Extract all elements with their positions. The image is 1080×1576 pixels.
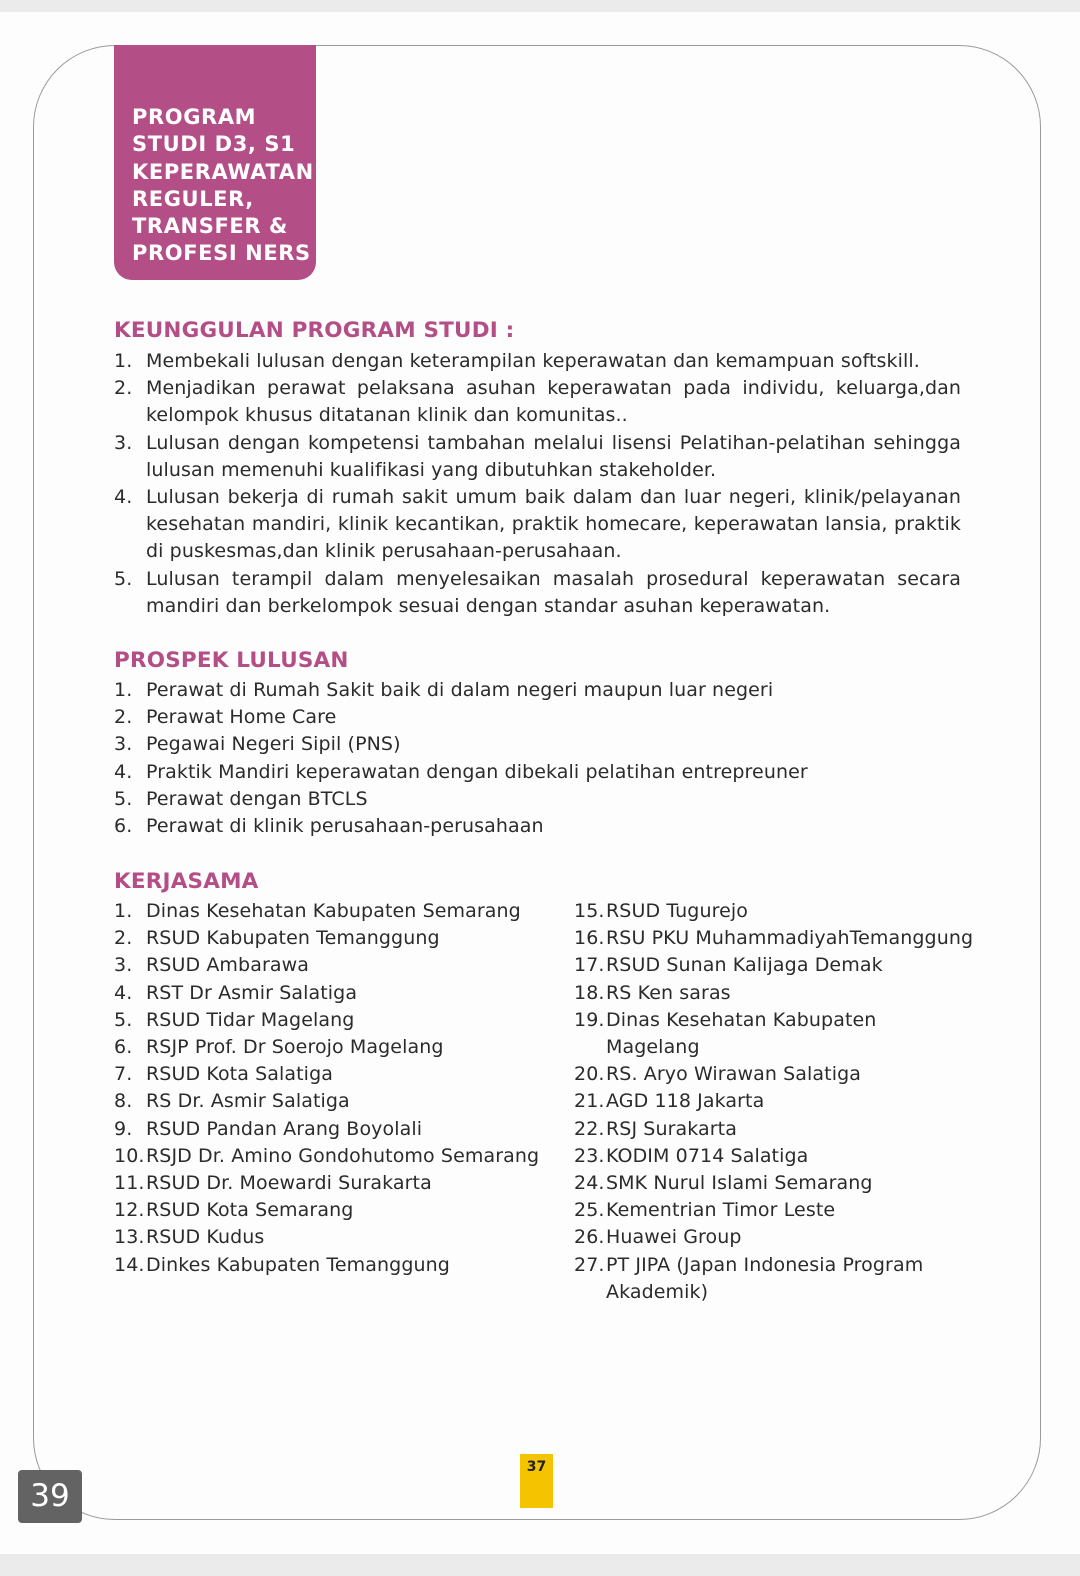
item-number: 15. xyxy=(574,900,605,922)
item-number: 6. xyxy=(114,1036,133,1059)
item-number: 1. xyxy=(114,350,133,372)
list-item xyxy=(114,1252,554,1279)
item-number: 23. xyxy=(574,1144,605,1167)
list-item xyxy=(114,1143,554,1170)
program-title-line: STUDI D3, S1 xyxy=(132,132,296,157)
program-title-line: PROGRAM xyxy=(132,105,257,129)
brochure-page xyxy=(0,12,1080,1554)
item-text: AGD 118 Jakarta xyxy=(606,1090,765,1113)
list-item xyxy=(574,898,974,925)
list-item xyxy=(114,677,961,704)
item-text: KODIM 0714 Salatiga xyxy=(606,1144,809,1167)
list-item xyxy=(574,1061,974,1088)
list-item xyxy=(114,1224,554,1251)
item-number: 3. xyxy=(114,733,133,756)
item-text: Dinas Kesehatan Kabupaten Semarang xyxy=(146,900,521,922)
item-number: 4. xyxy=(114,981,133,1004)
item-number: 27. xyxy=(574,1253,605,1276)
list-item xyxy=(114,566,961,620)
list-item xyxy=(574,1088,974,1115)
item-text: Lulusan bekerja di rumah sakit umum baik dalam dan luar negeri, klinik/pelayanan kesehatan mandiri, klinik kecantikan, praktik homecare, keperawatan lansia, praktik di puskesmas,dan klinik perusahaan-perusahaan. xyxy=(146,486,961,563)
item-text: RSJP Prof. Dr Soerojo Magelang xyxy=(146,1036,444,1059)
list-item xyxy=(574,1116,974,1143)
program-title-line: PROFESI NERS xyxy=(132,241,311,266)
page-number: 37 xyxy=(520,1454,553,1508)
item-text: Praktik Mandiri keperawatan dengan dibekali pelatihan entrepreuner xyxy=(146,760,808,783)
item-number: 10. xyxy=(114,1144,145,1167)
list-item xyxy=(114,786,961,813)
item-number: 24. xyxy=(574,1172,605,1195)
kerjasama-heading: KERJASAMA xyxy=(114,869,259,894)
list-item xyxy=(574,1143,974,1170)
item-number: 18. xyxy=(574,981,605,1004)
list-item xyxy=(114,704,961,731)
item-number: 1. xyxy=(114,900,133,922)
list-item xyxy=(114,952,554,979)
item-number: 3. xyxy=(114,954,133,977)
item-number: 26. xyxy=(574,1226,605,1249)
list-item xyxy=(114,484,961,566)
item-text: RSUD Tidar Magelang xyxy=(146,1008,355,1031)
item-text: Perawat Home Care xyxy=(146,706,337,729)
item-text: RS. Aryo Wirawan Salatiga xyxy=(606,1063,861,1086)
list-item xyxy=(574,925,974,952)
list-item xyxy=(114,1088,554,1115)
list-item xyxy=(114,1197,554,1224)
item-text: RSUD Tugurejo xyxy=(606,900,748,922)
item-text: SMK Nurul Islami Semarang xyxy=(606,1172,873,1195)
list-item xyxy=(114,1170,554,1197)
list-item xyxy=(574,1007,974,1061)
list-item xyxy=(574,980,974,1007)
item-text: RSU PKU MuhammadiyahTemanggung xyxy=(606,927,974,950)
list-item xyxy=(114,430,961,484)
item-text: Menjadikan perawat pelaksana asuhan keperawatan pada individu, keluarga,dan kelompok khusus ditatanan klinik dan komunitas.. xyxy=(146,377,961,427)
list-item xyxy=(114,1116,554,1143)
item-number: 2. xyxy=(114,927,133,950)
item-number: 25. xyxy=(574,1199,605,1222)
item-text: RSUD Kota Salatiga xyxy=(146,1063,333,1086)
list-item xyxy=(574,1224,974,1251)
item-text: Lulusan dengan kompetensi tambahan melalui lisensi Pelatihan-pelatihan sehingga lulusan memenuhi kualifikasi yang dibutuhkan stakeholder. xyxy=(146,431,961,481)
item-number: 2. xyxy=(114,377,133,400)
item-text: RSUD Sunan Kalijaga Demak xyxy=(606,954,883,977)
prospek-list xyxy=(114,677,961,840)
item-text: Huawei Group xyxy=(606,1226,742,1249)
item-number: 12. xyxy=(114,1199,145,1222)
prospek-heading: PROSPEK LULUSAN xyxy=(114,648,349,673)
item-number: 5. xyxy=(114,787,133,810)
item-number: 21. xyxy=(574,1090,605,1113)
list-item xyxy=(114,1034,554,1061)
keunggulan-list xyxy=(114,348,961,620)
item-text: Dinas Kesehatan Kabupaten Magelang xyxy=(606,1008,877,1059)
item-number: 14. xyxy=(114,1253,145,1276)
item-text: Pegawai Negeri Sipil (PNS) xyxy=(146,733,401,756)
item-text: RSJD Dr. Amino Gondohutomo Semarang xyxy=(146,1144,540,1167)
item-text: Lulusan terampil dalam menyelesaikan masalah prosedural keperawatan secara mandiri dan berkelompok sesuai dengan standar asuhan keperawatan. xyxy=(146,567,961,617)
list-item xyxy=(574,952,974,979)
item-text: PT JIPA (Japan Indonesia Program Akademik) xyxy=(606,1253,924,1303)
item-number: 16. xyxy=(574,927,605,950)
item-number: 9. xyxy=(114,1117,133,1140)
kerjasama-list-left xyxy=(114,898,554,1279)
item-number: 5. xyxy=(114,567,133,590)
item-number: 8. xyxy=(114,1090,133,1113)
list-item xyxy=(114,980,554,1007)
list-item xyxy=(114,731,961,758)
list-item xyxy=(114,1061,554,1088)
program-title-line: REGULER, xyxy=(132,186,254,211)
item-number: 7. xyxy=(114,1063,133,1086)
item-text: Perawat dengan BTCLS xyxy=(146,787,368,810)
item-text: RSUD Dr. Moewardi Surakarta xyxy=(146,1172,432,1195)
item-text: Kementrian Timor Leste xyxy=(606,1199,836,1222)
item-text: RST Dr Asmir Salatiga xyxy=(146,981,358,1004)
item-number: 19. xyxy=(574,1008,605,1031)
program-title-line: TRANSFER & xyxy=(132,214,288,239)
item-text: RS Dr. Asmir Salatiga xyxy=(146,1090,350,1113)
item-text: RSUD Kabupaten Temanggung xyxy=(146,927,440,950)
item-number: 4. xyxy=(114,486,133,509)
item-text: RSUD Kudus xyxy=(146,1226,265,1249)
item-number: 6. xyxy=(114,815,133,838)
item-text: RSJ Surakarta xyxy=(606,1117,737,1140)
list-item xyxy=(114,898,554,925)
program-title-tab xyxy=(114,45,316,280)
item-text: RSUD Pandan Arang Boyolali xyxy=(146,1117,423,1140)
list-item xyxy=(574,1252,974,1306)
item-number: 11. xyxy=(114,1172,145,1195)
item-number: 4. xyxy=(114,760,133,783)
list-item xyxy=(114,759,961,786)
item-text: Perawat di Rumah Sakit baik di dalam negeri maupun luar negeri xyxy=(146,679,774,701)
keunggulan-heading: KEUNGGULAN PROGRAM STUDI : xyxy=(114,318,515,343)
list-item xyxy=(114,925,554,952)
list-item xyxy=(114,375,961,429)
kerjasama-list-right xyxy=(574,898,974,1306)
item-number: 5. xyxy=(114,1008,133,1031)
item-number: 1. xyxy=(114,679,133,701)
item-text: RSUD Ambarawa xyxy=(146,954,309,977)
viewer-page-badge[interactable]: 39 xyxy=(18,1470,82,1523)
item-number: 2. xyxy=(114,706,133,729)
list-item xyxy=(114,348,961,375)
item-number: 13. xyxy=(114,1226,145,1249)
list-item xyxy=(114,1007,554,1034)
item-text: RSUD Kota Semarang xyxy=(146,1199,354,1222)
list-item xyxy=(574,1170,974,1197)
list-item xyxy=(574,1197,974,1224)
item-number: 22. xyxy=(574,1117,605,1140)
item-text: Membekali lulusan dengan keterampilan keperawatan dan kemampuan softskill. xyxy=(146,350,920,372)
program-title-line: KEPERAWATAN xyxy=(132,159,314,184)
item-number: 3. xyxy=(114,431,133,454)
item-number: 20. xyxy=(574,1063,605,1086)
item-text: RS Ken saras xyxy=(606,981,731,1004)
item-text: Perawat di klinik perusahaan-perusahaan xyxy=(146,815,544,838)
list-item xyxy=(114,813,961,840)
item-text: Dinkes Kabupaten Temanggung xyxy=(146,1253,450,1276)
item-number: 17. xyxy=(574,954,605,977)
